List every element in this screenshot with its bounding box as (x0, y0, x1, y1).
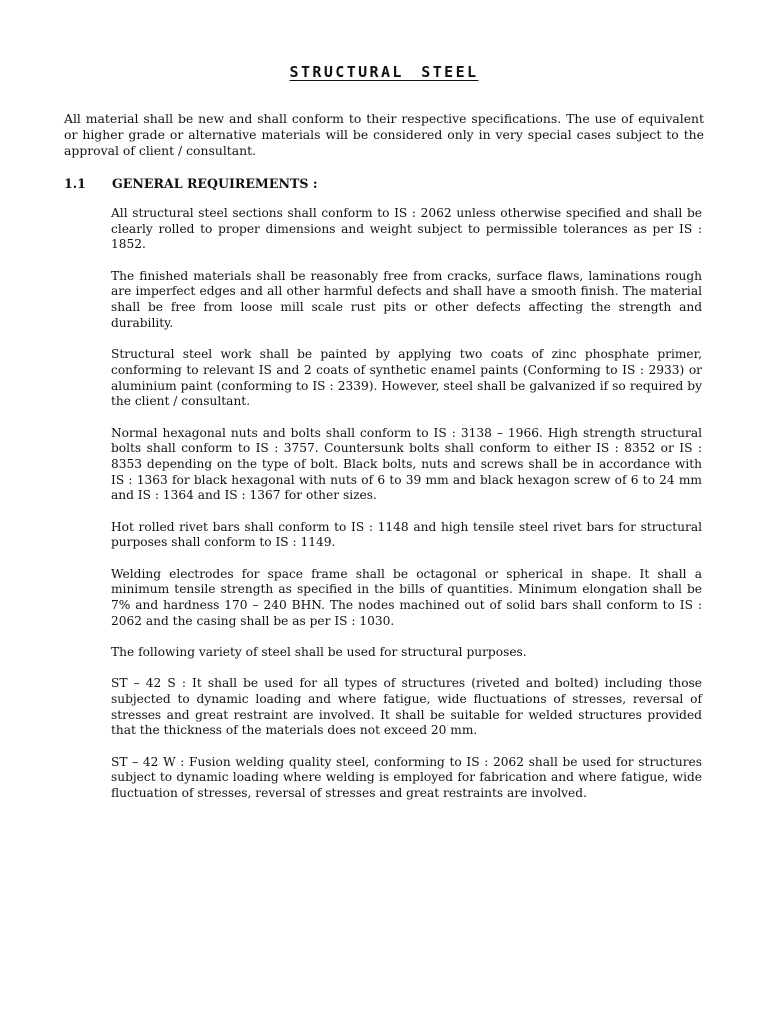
paragraph-finish: The finished materials shall be reasonably free from cracks, surface flaws, laminations rough are imperfect edges and all other harmful defects and shall have a smooth finish. The material shall be free from loose mill scale rust pits or other defects affecting the strength and durability. (111, 268, 702, 330)
paragraph-st42w: ST – 42 W : Fusion welding quality steel, conforming to IS : 2062 shall be used for structures subject to dynamic loading where welding is employed for fabrication and where fatigue, wide fluctuation of stresses, reversal of stresses and great restraints are involved. (111, 754, 702, 801)
paragraph-painting: Structural steel work shall be painted by applying two coats of zinc phosphate primer, conforming to relevant IS and 2 coats of synthetic enamel paints (Conforming to IS : 2933) or aluminium paint (conforming to IS : 2339). However, steel shall be galvanized if so required by the client / consultant. (111, 347, 702, 409)
paragraph-rivets: Hot rolled rivet bars shall conform to IS : 1148 and high tensile steel rivet bars for structural purposes shall conform to IS : 1149. (111, 519, 702, 550)
paragraph-bolts: Normal hexagonal nuts and bolts shall conform to IS : 3138 – 1966. High strength structural bolts shall conform to IS : 3757. Countersunk bolts shall conform to either IS : 8352 or IS : 8353 depending on the type of bolt. Black bolts, nuts and screws shall be in accordance with IS : 1363 for black hexagonal with nuts of 6 to 39 mm and black hexagon screw of 6 to 24 mm and IS : 1364 and IS : 1367 for other sizes. (111, 425, 702, 503)
page-title: STRUCTURAL STEEL (289, 63, 479, 81)
paragraph-st42s: ST – 42 S : It shall be used for all types of structures (riveted and bolted) including those subjected to dynamic loading and where fatigue, wide fluctuations of stresses, reversal of stresses and great restraint are involved. It shall be suitable for welded structures provided that the thickness of the materials does not exceed 20 mm. (111, 676, 702, 738)
paragraph-sections: All structural steel sections shall conform to IS : 2062 unless otherwise specified and shall be clearly rolled to proper dimensions and weight subject to permissible tolerances as per IS : 1852. (111, 206, 702, 252)
section-number: 1.1 (64, 176, 86, 191)
section-body (111, 206, 702, 817)
intro-paragraph: All material shall be new and shall conform to their respective specifications. The use of equivalent or higher grade or alternative materials will be considered only in very special cases subject to the approval of client / consultant. (64, 111, 704, 158)
paragraph-steel-variety: The following variety of steel shall be used for structural purposes. (111, 645, 527, 660)
section-heading (64, 176, 704, 192)
paragraph-welding: Welding electrodes for space frame shall be octagonal or spherical in shape. It shall a minimum tensile strength as specified in the bills of quantities. Minimum elongation shall be 7% and hardness 170 – 240 BHN. The nodes machined out of solid bars shall conform to IS : 2062 and the casing shall be as per IS : 1030. (111, 566, 702, 628)
section-title: GENERAL REQUIREMENTS : (112, 176, 318, 191)
